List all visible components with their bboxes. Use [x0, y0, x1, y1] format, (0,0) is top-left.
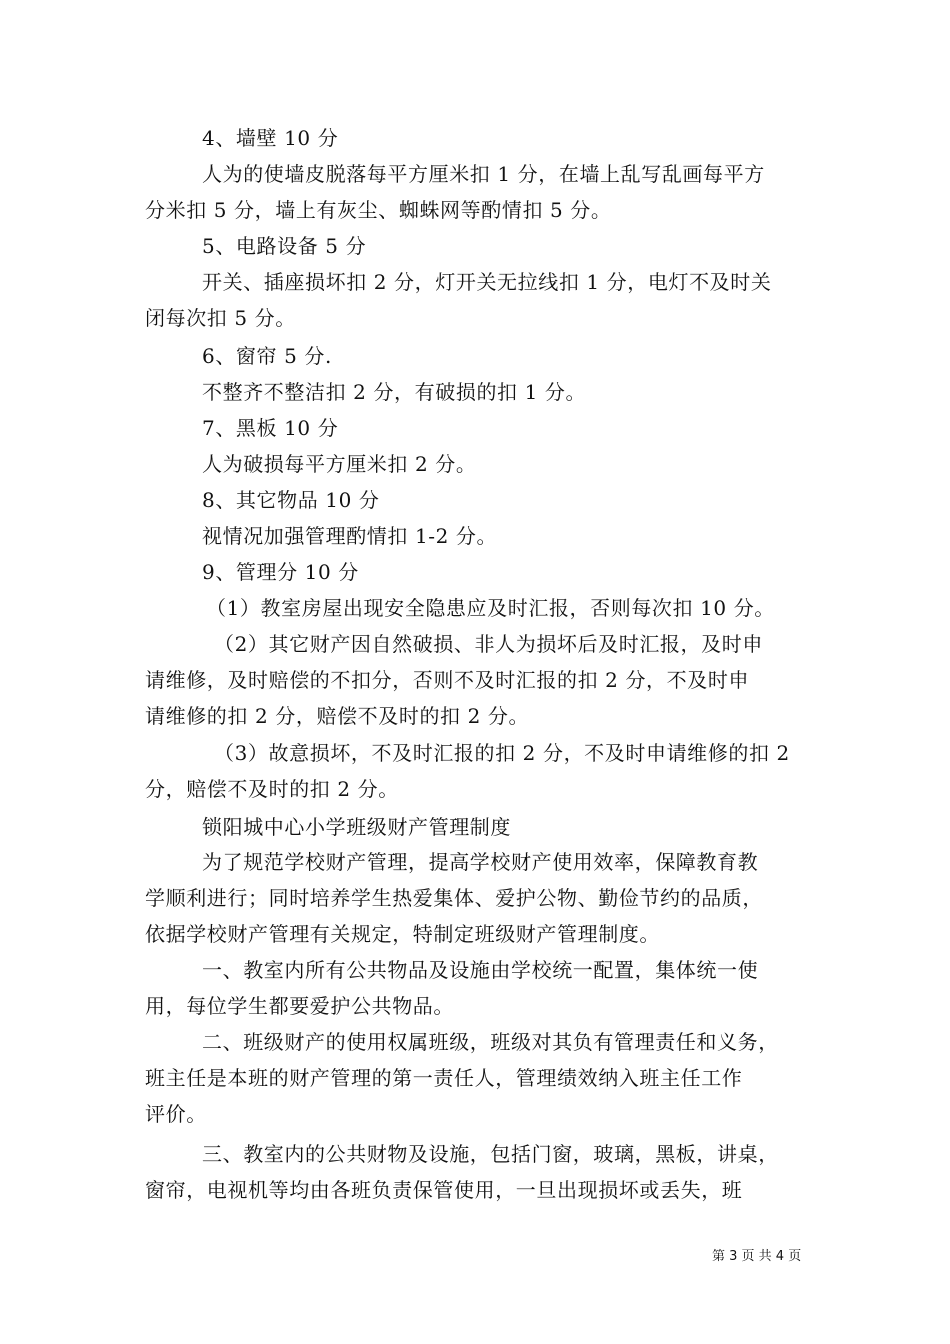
text-line: （1）教室房屋出现安全隐患应及时汇报，否则每次扣 10 分。: [206, 596, 775, 620]
text-line: 5、电路设备 5 分: [202, 234, 367, 258]
section-title: 锁阳城中心小学班级财产管理制度: [202, 815, 511, 839]
text-line: 7、黑板 10 分: [202, 416, 339, 440]
text-line: 4、墙壁 10 分: [202, 126, 339, 150]
text-line: 分，赔偿不及时的扣 2 分。: [145, 777, 399, 801]
text-line: （2）其它财产因自然破损、非人为损坏后及时汇报，及时申: [214, 632, 763, 656]
text-line: 9、管理分 10 分: [202, 560, 359, 584]
text-line: 人为破损每平方厘米扣 2 分。: [202, 452, 477, 476]
page-number: 第 3 页 共 4 页: [712, 1249, 802, 1264]
text-line: 三、教室内的公共财物及设施，包括门窗，玻璃，黑板，讲桌，: [202, 1142, 779, 1166]
text-line: 视情况加强管理酌情扣 1-2 分。: [202, 524, 498, 548]
text-line: 人为的使墙皮脱落每平方厘米扣 1 分，在墙上乱写乱画每平方: [202, 162, 765, 186]
text-line: 窗帘，电视机等均由各班负责保管使用，一旦出现损坏或丢失，班: [145, 1178, 743, 1202]
text-line: 二、班级财产的使用权属班级，班级对其负有管理责任和义务，: [202, 1030, 779, 1054]
text-line: 请维修，及时赔偿的不扣分，否则不及时汇报的扣 2 分，不及时申: [145, 668, 750, 692]
text-line: 学顺利进行；同时培养学生热爱集体、爱护公物、勤俭节约的品质，: [145, 886, 763, 910]
text-line: 分米扣 5 分，墙上有灰尘、蜘蛛网等酌情扣 5 分。: [145, 198, 612, 222]
text-line: 评价。: [145, 1102, 207, 1126]
text-line: 6、窗帘 5 分.: [202, 344, 332, 368]
text-line: 请维修的扣 2 分，赔偿不及时的扣 2 分。: [145, 704, 530, 728]
text-line: 8、其它物品 10 分: [202, 488, 380, 512]
text-line: 开关、插座损坏扣 2 分，灯开关无拉线扣 1 分，电灯不及时关: [202, 270, 772, 294]
text-line: 闭每次扣 5 分。: [145, 306, 296, 330]
text-line: 班主任是本班的财产管理的第一责任人，管理绩效纳入班主任工作: [145, 1066, 743, 1090]
text-line: 不整齐不整洁扣 2 分，有破损的扣 1 分。: [202, 380, 587, 404]
text-line: 为了规范学校财产管理，提高学校财产使用效率，保障教育教: [202, 850, 759, 874]
text-line: （3）故意损坏，不及时汇报的扣 2 分，不及时申请维修的扣 2: [214, 741, 790, 765]
text-line: 一、教室内所有公共物品及设施由学校统一配置，集体统一使: [202, 958, 759, 982]
text-line: 依据学校财产管理有关规定，特制定班级财产管理制度。: [145, 922, 660, 946]
text-line: 用，每位学生都要爱护公共物品。: [145, 994, 454, 1018]
